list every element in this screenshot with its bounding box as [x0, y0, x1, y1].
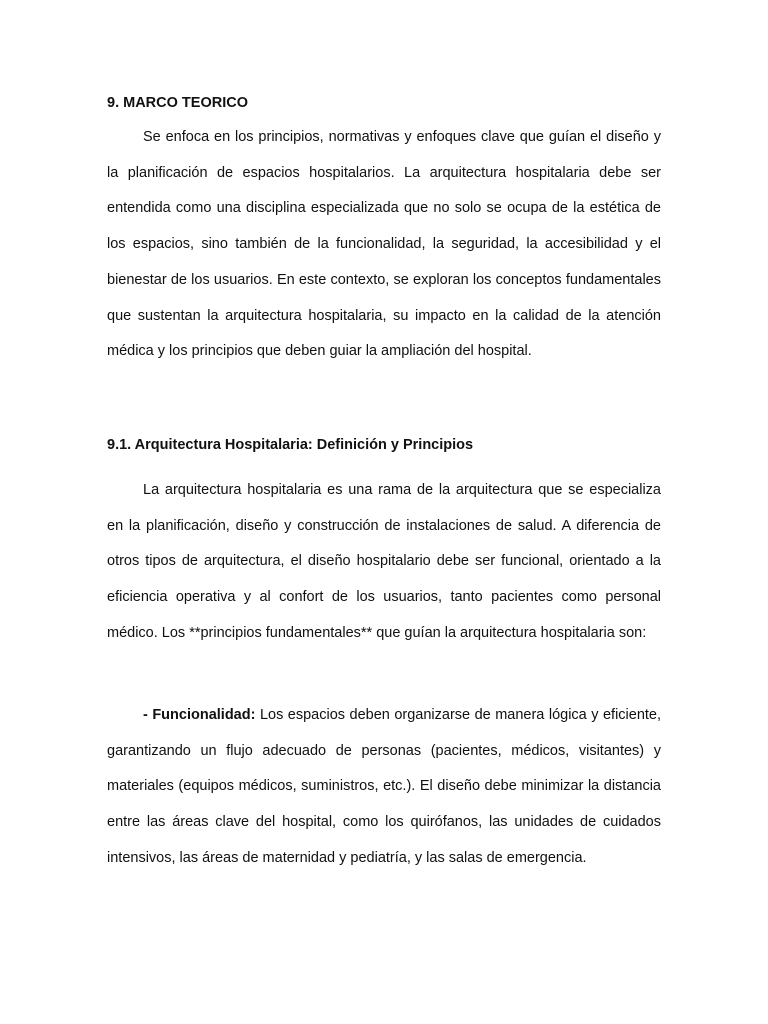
functionality-paragraph [107, 698, 661, 877]
functionality-label: - Funcionalidad: [143, 707, 256, 723]
functionality-text: Los espacios deben organizarse de manera lógica y eficiente, garantizando un flujo adecuado de personas (pacientes, médicos, visitantes) y materiales (equipos médicos, suministros, etc.). El diseño debe minimizar la distancia entre las áreas clave del hospital, como los quirófanos, las unidades de cuidados intensivos, las áreas de maternidad y pediatría, y las salas de emergencia. [107, 707, 662, 866]
definition-paragraph: La arquitectura hospitalaria es una rama de la arquitectura que se especializa en la planificación, diseño y construcción de instalaciones de salud. A diferencia de otros tipos de arquitectura, el diseño hospitalario debe ser funcional, orientado a la eficiencia operativa y al confort de los usuarios, tanto pacientes como personal médico. Los **principios fundamentales** que guían la arquitectura hospitalaria son: [107, 482, 661, 641]
subsection-heading: 9.1. Arquitectura Hospitalaria: Definición y Principios [107, 437, 474, 453]
section-heading: 9. MARCO TEORICO [107, 95, 248, 111]
intro-paragraph: Se enfoca en los principios, normativas y enfoques clave que guían el diseño y la planificación de espacios hospitalarios. La arquitectura hospitalaria debe ser entendida como una disciplina especializada que no solo se ocupa de la estética de los espacios, sino también de la funcionalidad, la seguridad, la accesibilidad y el bienestar de los usuarios. En este contexto, se exploran los conceptos fundamentales que sustentan la arquitectura hospitalaria, su impacto en la calidad de la atención médica y los principios que deben guiar la ampliación del hospital. [107, 129, 661, 360]
